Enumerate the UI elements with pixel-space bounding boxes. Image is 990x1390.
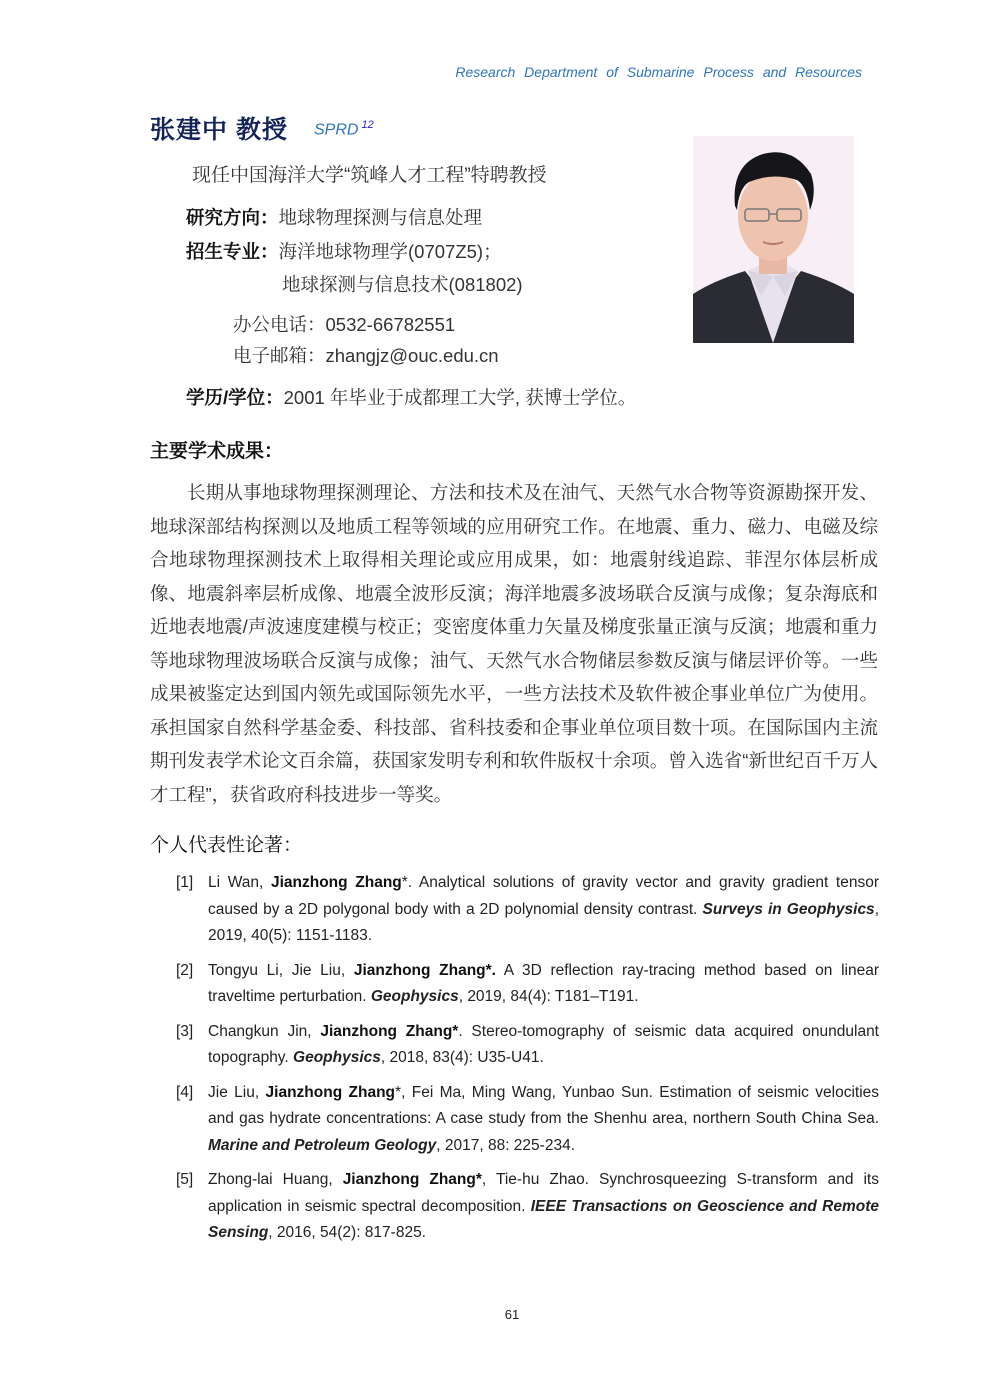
enrollment-major: [186, 238, 502, 264]
email: [233, 342, 499, 368]
page-number: 61: [504, 1307, 520, 1322]
publication-author: Jianzhong Zhang: [265, 1083, 396, 1101]
publication-journal: Geophysics: [293, 1049, 381, 1066]
achievements-heading: 主要学术成果：: [150, 441, 284, 462]
publication-citation: , 2016, 54(2): 817-825.: [268, 1224, 426, 1241]
publication-title: *, Fei Ma, Ming Wang, Yunbao Sun. Estimation of seismic velocities and gas hydrate concentrations: A case study from the Shenhu area, northern South China Sea.: [208, 1083, 880, 1127]
publication-coauthors: Jie Liu,: [208, 1083, 266, 1101]
enroll-value-2: 地球探测与信息技术(081802): [282, 274, 523, 295]
publication-list: [176, 870, 879, 1255]
publication-journal: Surveys in Geophysics: [702, 900, 875, 918]
publication-item: [176, 1167, 879, 1247]
sprd-label: SPRD: [314, 121, 359, 139]
achievements-paragraph: [150, 476, 878, 811]
enroll-label: 招生专业：: [186, 241, 279, 262]
publication-item: [176, 958, 879, 1011]
publication-journal: Marine and Petroleum Geology: [208, 1136, 437, 1154]
publication-title: , Tie-hu Zhao. Synchrosqueezing S-transform and its application in seismic spectral decomposition.: [208, 1171, 879, 1215]
publication-item: [176, 1019, 879, 1072]
sprd-superscript: 12: [361, 119, 374, 131]
research-direction: [186, 204, 482, 230]
edu-value: 2001 年毕业于成都理工大学, 获博士学位。: [283, 387, 637, 408]
phone-value: 0532-66782551: [325, 314, 456, 335]
portrait-icon: [693, 136, 854, 343]
enroll-value-1: 海洋地球物理学(0707Z5)；: [278, 241, 502, 262]
publication-title: . Stereo-tomography of seismic data acquired onundulant topography.: [208, 1022, 879, 1066]
portrait-photo: [693, 136, 854, 343]
publication-citation: , 2019, 84(4): T181–T191.: [458, 988, 639, 1005]
professor-title: 现任中国海洋大学“筑峰人才工程”特聘教授: [192, 165, 547, 186]
office-phone: [233, 311, 455, 337]
professor-name: 张建中 教授: [150, 116, 288, 144]
publication-citation: , 2017, 88: 225-234.: [436, 1136, 576, 1154]
publication-journal: IEEE Transactions on Geoscience and Remote Sensing: [208, 1197, 879, 1241]
publication-number: [3]: [176, 1022, 194, 1040]
email-label: 电子邮箱：: [233, 345, 326, 366]
publication-author: Jianzhong Zhang*: [320, 1022, 459, 1040]
publication-number: [2]: [176, 961, 194, 979]
department-header: Research Department of Submarine Process and Resources: [455, 64, 862, 80]
research-value: 地球物理探测与信息处理: [278, 207, 483, 228]
achievements-text: 长期从事地球物理探测理论、方法和技术及在油气、天然气水合物等资源勘探开发、地球深部结构探测以及地质工程等领域的应用研究工作。在地震、重力、磁力、电磁及综合地球物理探测技术上取得相关理论或应用成果，如：地震射线追踪、菲涅尔体层析成像、地震斜率层析成像、地震全波形反演；海洋地震多波场联合反演与成像；复杂海底和近地表地震/声波速度建模与校正；变密度体重力矢量及梯度张量正演与反演；地震和重力等地球物理波场联合反演与成像；油气、天然气水合物储层参数反演与储层评价等。一些成果被鉴定达到国内领先或国际领先水平，一些方法技术及软件被企事业单位广为使用。承担国家自然科学基金委、科技部、省科技委和企事业单位项目数十项。在国际国内主流期刊发表学术论文百余篇，获国家发明专利和软件版权十余项。曾入选省“新世纪百千万人才工程”，获省政府科技进步一等奖。: [150, 482, 878, 805]
publication-number: [4]: [176, 1083, 194, 1101]
publication-coauthors: Zhong-lai Huang,: [208, 1171, 343, 1188]
publication-journal: Geophysics: [370, 988, 459, 1005]
publication-coauthors: Li Wan,: [208, 874, 271, 891]
research-label: 研究方向：: [186, 207, 279, 228]
publication-item: [176, 1080, 879, 1160]
publication-title: *. Analytical solutions of gravity vector and gravity gradient tensor caused by a 2D polygonal body with a 2D polynomial density contrast.: [208, 874, 879, 918]
publication-coauthors: Tongyu Li, Jie Liu,: [208, 961, 354, 979]
email-value: zhangjz@ouc.edu.cn: [325, 345, 499, 366]
publications-heading: 个人代表性论著：: [150, 835, 303, 856]
publication-number: [5]: [176, 1171, 194, 1188]
publication-citation: , 2018, 83(4): U35-U41.: [380, 1049, 544, 1066]
publication-author: Jianzhong Zhang: [270, 874, 402, 891]
publication-item: [176, 870, 879, 950]
edu-label: 学历/学位：: [186, 387, 284, 408]
publication-coauthors: Changkun Jin,: [208, 1022, 321, 1040]
publication-number: [1]: [176, 874, 194, 891]
sprd-tag: [314, 119, 374, 139]
education: [186, 384, 636, 410]
phone-label: 办公电话：: [233, 314, 326, 335]
publication-author: Jianzhong Zhang*.: [353, 961, 496, 979]
publication-author: Jianzhong Zhang*: [342, 1171, 482, 1188]
publication-title: A 3D reflection ray-tracing method based on linear traveltime perturbation.: [208, 961, 879, 1005]
publication-citation: , 2019, 40(5): 1151-1183.: [208, 900, 879, 944]
